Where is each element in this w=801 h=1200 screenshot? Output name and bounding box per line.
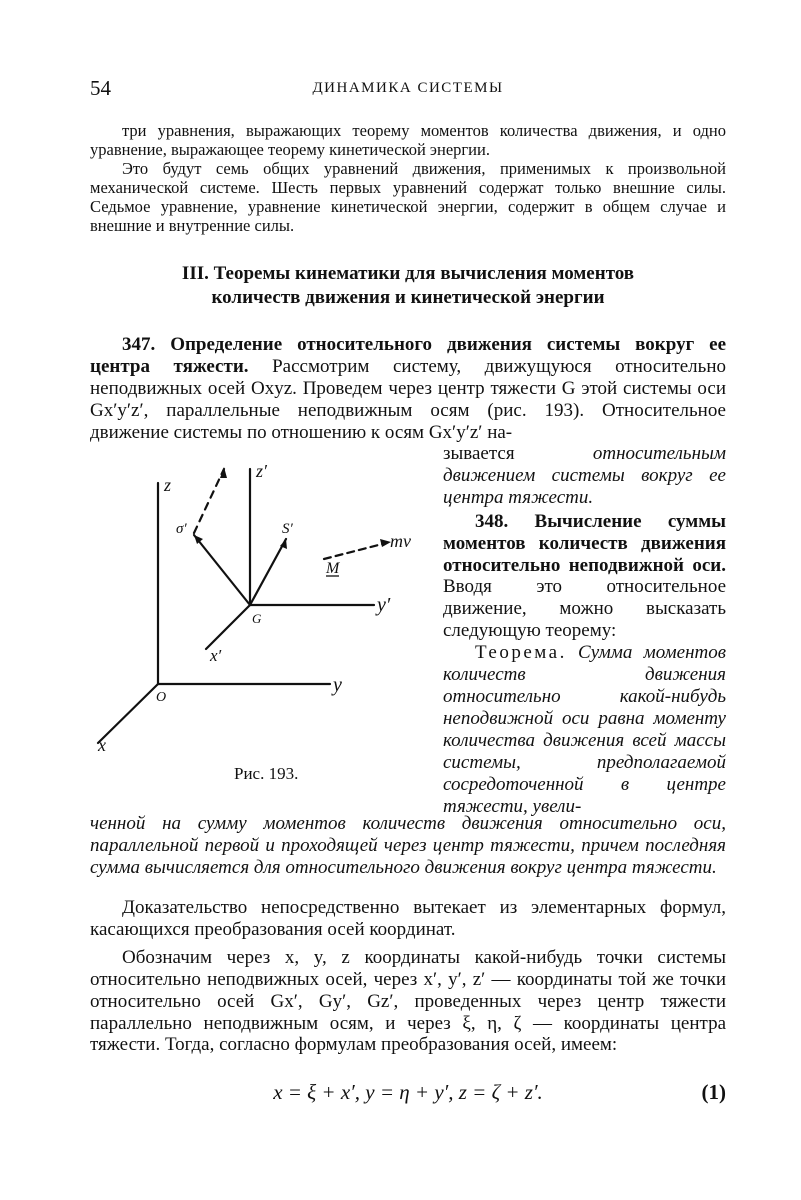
label-x: x <box>98 735 106 755</box>
proof-paragraph-2: Обозначим через x, y, z координаты какой-нибудь точки системы относительно неподвижных осей, через x′, y′, z′ — координаты той же точки относительно осей Gx′, Gy′, Gz′, проведенных через центр тяжести параллельно неподвижным осям, и через ξ, η, ζ — координаты центра тяжести. Тогда, согласно формулам преобразования осей, имеем: <box>90 946 726 1056</box>
label-center-g: G <box>252 611 262 626</box>
paragraph-348-title: 348. Вычисление суммы моментов количеств движения относительно неподвижной оси. <box>443 510 726 576</box>
section-heading <box>90 262 726 310</box>
label-x-prime: x′ <box>210 646 222 665</box>
right-column-text <box>443 443 726 817</box>
proof-text <box>90 897 726 1056</box>
proof-paragraph-1: Доказательство непосредственно вытекает из элементарных формул, касающихся преобразования осей координат. <box>90 897 726 940</box>
theorem-text-right: Сумма моментов количеств движения относительно какой-нибудь неподвижной оси равна моменту количества движения всей массы системы, предполагаемой сосредоточенной в центре тяжести, увели- <box>443 642 726 817</box>
paragraph-348-text: Вводя это относительное движение, можно высказать следующую теорему: <box>443 576 726 642</box>
x-axis <box>98 684 158 743</box>
paragraph-347-continuation <box>443 443 726 509</box>
paragraph-347-title: 347. Определение относительного движения системы вокруг ее центра тяжести. <box>90 334 726 377</box>
label-mv: mv <box>390 531 411 551</box>
sigma-arrowhead <box>194 535 203 544</box>
equation-number: (1) <box>701 1080 726 1104</box>
page-header <box>90 76 726 102</box>
label-s-prime: S′ <box>282 521 293 537</box>
x-prime-axis <box>206 605 250 649</box>
label-y: y <box>333 674 342 696</box>
intro-paragraph-1: три уравнения, выражающих теорему моментов количества движения, и одно уравнение, выражающее теорему кинетической энергии. <box>90 121 726 159</box>
label-z-prime: z′ <box>256 461 267 481</box>
theorem-text-full: ченной на сумму моментов количеств движения относительно оси, параллельной первой и проходящей через центр тяжести, причем последняя сумма вычисляется для относительного движения вокруг центра тяжести. <box>90 813 726 878</box>
sigma-dashed-line <box>194 469 224 533</box>
label-origin: O <box>156 690 167 705</box>
label-z: z <box>164 475 172 495</box>
theorem-right-part <box>443 642 726 817</box>
label-sigma-prime: σ′ <box>176 521 187 537</box>
paragraph-347 <box>90 334 726 444</box>
label-m: M <box>326 560 340 577</box>
mv-dashed-vector <box>324 543 386 559</box>
paragraph-347-cont-normal: зывается <box>443 443 593 464</box>
figure-caption: Рис. 193. <box>234 764 299 783</box>
figure-193 <box>90 455 440 755</box>
page-number: 54 <box>90 76 111 100</box>
coordinate-axes-diagram <box>90 455 440 755</box>
paragraph-347-body <box>90 334 726 444</box>
sigma-prime-vector <box>194 535 250 605</box>
paragraph-347-text: Рассмотрим систему, движущуюся относительно неподвижных осей Oxyz. Проведем через центр тяжести G этой системы оси Gx′y′z′, параллельные неподвижным осям (рис. 193). Относительное движение системы по отношению к осям Gx′y′z′ на- <box>90 355 726 443</box>
theorem-label: Теорема. <box>475 642 567 664</box>
theorem-continuation <box>90 813 726 879</box>
s-prime-vector <box>250 539 286 605</box>
paragraph-347-definition: относительным движением системы вокруг ее центра тяжести. <box>443 443 726 508</box>
formula-expression: x = ξ + x′, y = η + y′, z = ζ + z′. <box>273 1080 543 1104</box>
label-y-prime: y′ <box>377 594 391 616</box>
section-heading-line-1: III. Теоремы кинематики для вычисления моментов <box>181 263 635 284</box>
formula-1 <box>90 1080 726 1110</box>
paragraph-348-body <box>443 511 726 642</box>
running-title: ДИНАМИКА СИСТЕМЫ <box>312 80 504 96</box>
section-heading-line-2: количеств движения и кинетической энергии <box>211 287 605 308</box>
intro-text <box>90 121 726 235</box>
intro-paragraph-2: Это будут семь общих уравнений движения, применимых к произвольной механической системе. Шесть первых уравнений содержат только внешние силы. Седьмое уравнение, уравнение кинетической энергии, содержит в общем случае и внешние и внутренние силы. <box>90 159 726 235</box>
dashed-arrowhead <box>220 467 227 478</box>
